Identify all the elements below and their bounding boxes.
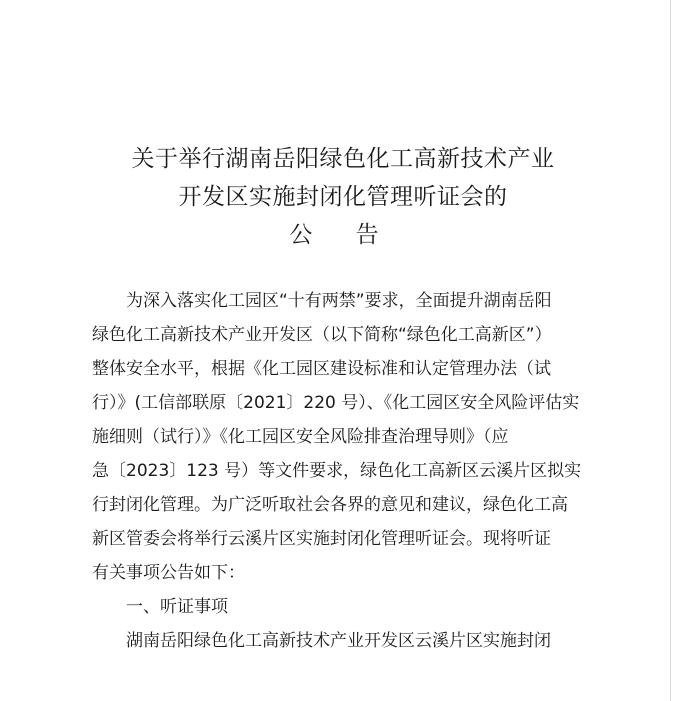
paragraph-line-5: 施细则（试行）》《化工园区安全风险排查治理导则》（应 [92,427,509,447]
document-title-line-1: 关于举行湖南岳阳绿色化工高新技术产业 [131,146,555,172]
paragraph-line-6: 急〔2023〕123 号）等文件要求，绿色化工高新区云溪片区拟实 [92,461,582,481]
paragraph-line-8: 新区管委会将举行云溪片区实施封闭化管理听证会。现将听证 [92,529,551,549]
document-title-line-2: 开发区实施封闭化管理听证会的 [178,184,508,210]
paragraph-line-3: 整体安全水平，根据《化工园区建设标准和认定管理办法（试 [92,359,551,379]
paragraph-line-9: 有关事项公告如下： [92,563,245,583]
paragraph-line-2: 绿色化工高新技术产业开发区（以下简称“绿色化工高新区”） [92,325,552,345]
paragraph-line-1: 为深入落实化工园区“十有两禁”要求，全面提升湖南岳阳 [126,291,552,311]
paragraph-line-4: 行）》(工信部联原〔2021〕220 号）、《化工园区安全风险评估实 [92,393,580,413]
document-title-line-3: 公 告 [289,222,397,248]
section-text: 湖南岳阳绿色化工高新技术产业开发区云溪片区实施封闭 [126,631,551,651]
page-right-edge [670,0,684,701]
section-heading: 一、听证事项 [126,597,228,617]
paragraph-line-7: 行封闭化管理。为广泛听取社会各界的意见和建议，绿色化工高 [92,495,568,515]
